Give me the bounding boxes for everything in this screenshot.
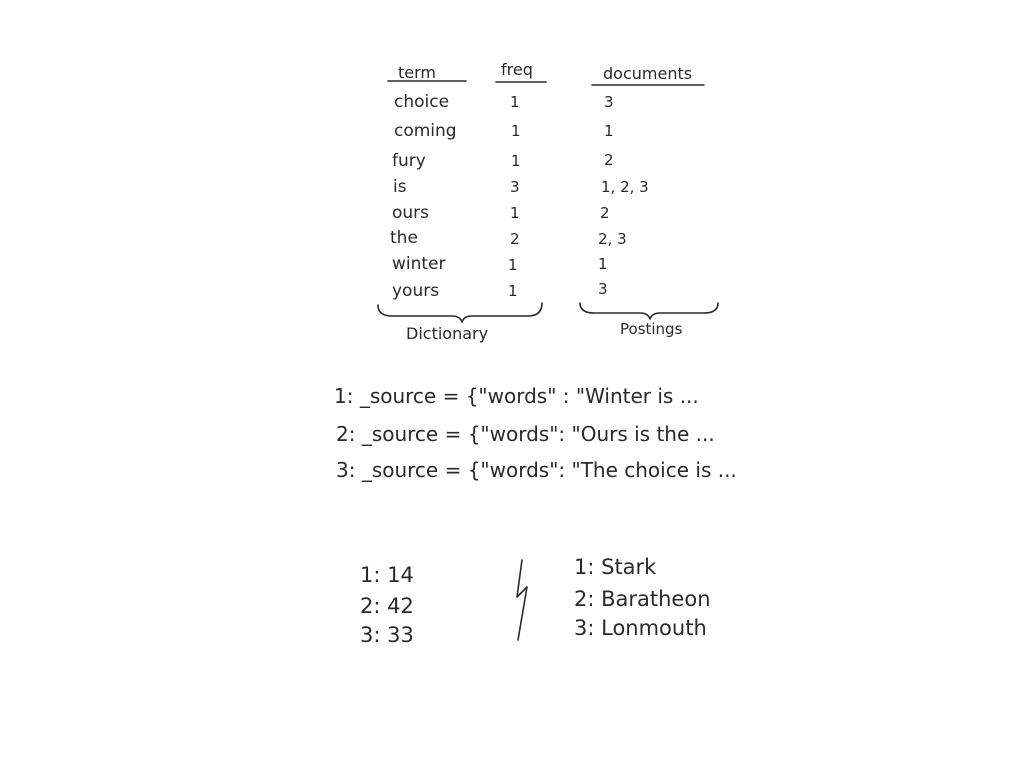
documents-cell: 3 [604,93,614,111]
documents-cell: 1 [598,255,608,273]
term-cell: yours [392,281,440,301]
term-cell: is [393,177,407,197]
term-cell: the [390,228,418,248]
postings-brace [580,303,718,319]
term-cell: coming [394,121,457,141]
freq-cell: 1 [508,256,518,274]
freq-cell: 2 [510,230,520,248]
freq-cell: 1 [511,152,521,170]
postings-label: Postings [620,320,683,338]
documents-cell: 2, 3 [598,230,627,248]
term-cell: choice [394,92,450,112]
term-cell: ours [392,203,430,223]
number-entry: 3: 33 [360,623,414,647]
freq-cell: 3 [510,178,520,196]
documents-cell: 1 [604,122,614,140]
freq-header: freq [501,60,533,79]
freq-cell: 1 [508,282,518,300]
source-line: 1: _source = {"words" : "Winter is ... [334,384,699,408]
freq-cell: 1 [510,93,520,111]
term-cell: winter [392,254,446,274]
term-cell: fury [392,151,426,171]
dictionary-label: Dictionary [406,324,489,343]
documents-cell: 2 [604,151,614,169]
lightning-divider [517,560,527,640]
source-line: 3: _source = {"words": "The choice is ... [336,458,737,482]
freq-cell: 1 [511,122,521,140]
documents-cell: 1, 2, 3 [601,178,649,196]
source-line: 2: _source = {"words": "Ours is the ... [336,422,715,446]
number-entry: 2: 42 [360,594,414,618]
term-header: term [398,63,436,82]
name-entry: 3: Lonmouth [574,616,707,640]
dictionary-brace [378,303,542,322]
name-entry: 1: Stark [574,555,657,579]
documents-cell: 3 [598,280,608,298]
documents-cell: 2 [600,204,610,222]
number-entry: 1: 14 [360,563,414,587]
name-entry: 2: Baratheon [574,587,711,611]
freq-cell: 1 [510,204,520,222]
documents-header: documents [603,64,693,83]
